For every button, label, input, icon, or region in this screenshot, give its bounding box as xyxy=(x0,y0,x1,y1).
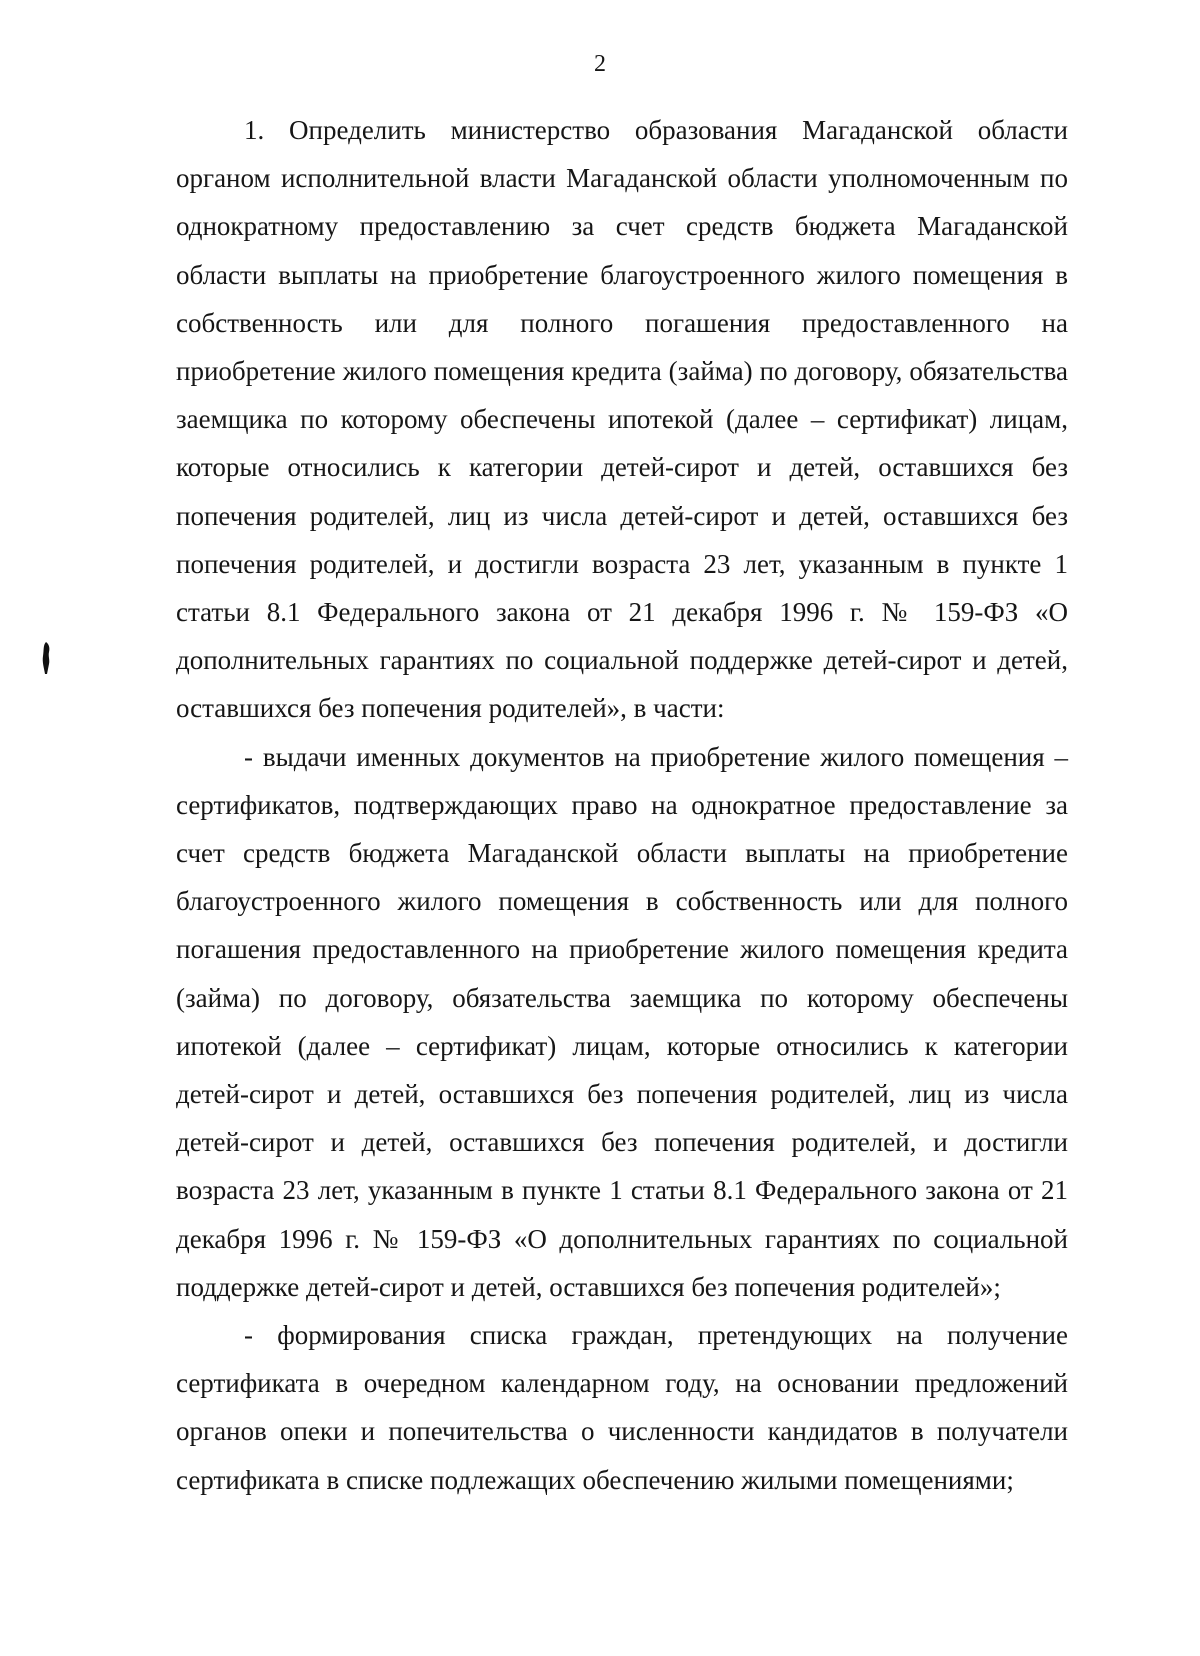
document-body xyxy=(176,106,1068,1504)
page-number: 2 xyxy=(594,51,606,77)
margin-mark xyxy=(40,642,52,674)
paragraph-2: - выдачи именных документов на приобретение жилого помещения – сертификатов, подтверждающих право на однократное предоставление за счет средств бюджета Магаданской области выплаты на приобретение благоустроенного жилого помещения в собственность или для полного погашения предоставленного на приобретение жилого помещения кредита (займа) по договору, обязательства заемщика по которому обеспечены ипотекой (далее – сертификат) лицам, которые относились к категории детей-сирот и детей, оставшихся без попечения родителей, лиц из числа детей-сирот и детей, оставшихся без попечения родителей, и достигли возраста 23 лет, указанным в пункте 1 статьи 8.1 Федерального закона от 21 декабря 1996 г. № 159-ФЗ «О дополнительных гарантиях по социальной поддержке детей-сирот и детей, оставшихся без попечения родителей»; xyxy=(176,741,1068,1302)
paragraph-1: 1. Определить министерство образования Магаданской области органом исполнительной власти Магаданской области уполномоченным по однократному предоставлению за счет средств бюджета Магаданской области выплаты на приобретение благоустроенного жилого помещения в собственность или для полного погашения предоставленного на приобретение жилого помещения кредита (займа) по договору, обязательства заемщика по которому обеспечены ипотекой (далее – сертификат) лицам, которые относились к категории детей-сирот и детей, оставшихся без попечения родителей, лиц из числа детей-сирот и детей, оставшихся без попечения родителей, и достигли возраста 23 лет, указанным в пункте 1 статьи 8.1 Федерального закона от 21 декабря 1996 г. № 159-ФЗ «О дополнительных гарантиях по социальной поддержке детей-сирот и детей, оставшихся без попечения родителей», в части: xyxy=(176,115,1068,724)
paragraph-3: - формирования списка граждан, претендующих на получение сертификата в очередном календарном году, на основании предложений органов опеки и попечительства о численности кандидатов в получатели сертификата в списке подлежащих обеспечению жилыми помещениями; xyxy=(176,1320,1068,1495)
